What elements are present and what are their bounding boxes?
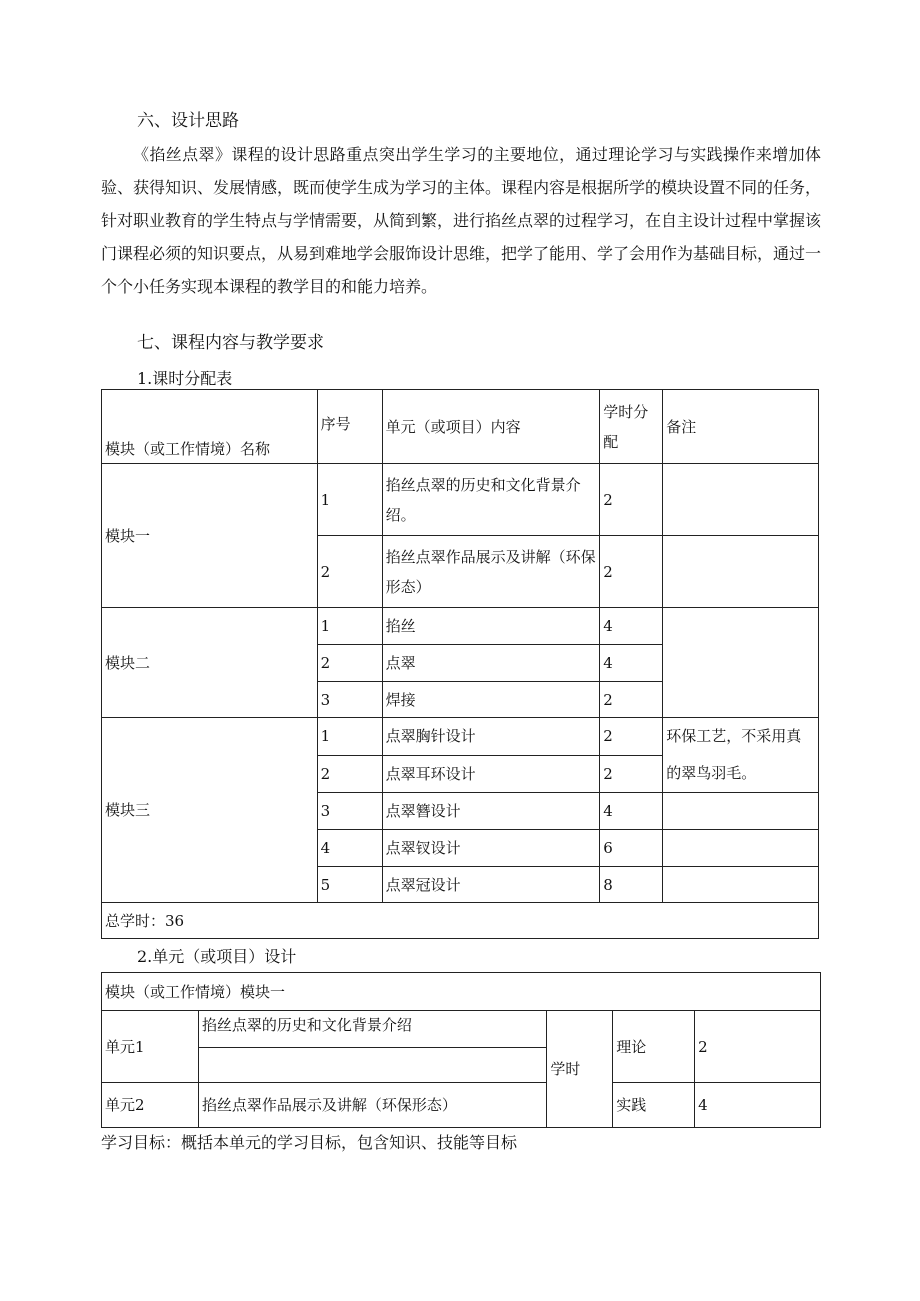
row-note bbox=[663, 536, 819, 608]
practice-value: 4 bbox=[695, 1083, 821, 1128]
hours-label: 学时 bbox=[547, 1011, 613, 1128]
unit2-content: 掐丝点翠作品展示及讲解（环保形态） bbox=[198, 1083, 546, 1128]
row-seq: 2 bbox=[317, 645, 382, 682]
unit1-label: 单元1 bbox=[102, 1011, 199, 1083]
module-name: 模块三 bbox=[102, 718, 318, 903]
row-seq: 1 bbox=[317, 608, 382, 645]
row-seq: 2 bbox=[317, 536, 382, 608]
row-hours: 2 bbox=[600, 682, 663, 718]
unit1-blank bbox=[198, 1048, 546, 1083]
section-7-heading: 七、课程内容与教学要求 bbox=[137, 333, 324, 353]
row-content: 点翠胸针设计 bbox=[382, 718, 600, 756]
row-seq: 1 bbox=[317, 464, 382, 536]
row-content: 点翠 bbox=[382, 645, 600, 682]
row-note bbox=[663, 867, 819, 903]
row-hours: 8 bbox=[600, 867, 663, 903]
header-note: 备注 bbox=[663, 390, 819, 464]
row-note bbox=[663, 830, 819, 867]
header-seq: 序号 bbox=[317, 390, 382, 464]
learning-objectives: 学习目标：概括本单元的学习目标，包含知识、技能等目标 bbox=[101, 1133, 518, 1152]
design-approach-paragraph: 《掐丝点翠》课程的设计思路重点突出学生学习的主要地位，通过理论学习与实践操作来增加体验、获得知识、发展情感，既而使学生成为学习的主体。课程内容是根据所学的模块设置不同的任务，针对职业教育的学生特点与学情需要，从简到繁，进行掐丝点翠的过程学习，在自主设计过程中掌握该门课程必须的知识要点，从易到难地学会服饰设计思维，把学了能用、学了会用作为基础目标，通过一个个小任务实现本课程的教学目的和能力培养。 bbox=[101, 145, 822, 296]
row-seq: 2 bbox=[317, 755, 382, 793]
row-hours: 2 bbox=[600, 718, 663, 756]
row-content: 掐丝点翠的历史和文化背景介绍。 bbox=[382, 464, 600, 536]
unit1-content: 掐丝点翠的历史和文化背景介绍 bbox=[198, 1011, 546, 1048]
row-content: 点翠冠设计 bbox=[382, 867, 600, 903]
unit-design-table bbox=[101, 972, 821, 1128]
module-name: 模块二 bbox=[102, 608, 318, 718]
row-hours: 2 bbox=[600, 536, 663, 608]
row-content: 掐丝点翠作品展示及讲解（环保形态） bbox=[382, 536, 600, 608]
theory-value: 2 bbox=[695, 1011, 821, 1083]
row-content: 掐丝 bbox=[382, 608, 600, 645]
row-note bbox=[663, 464, 819, 536]
unit2-label: 单元2 bbox=[102, 1083, 199, 1128]
row-hours: 4 bbox=[600, 645, 663, 682]
total-hours: 总学时：36 bbox=[102, 903, 819, 939]
module3-note: 环保工艺，不采用真的翠鸟羽毛。 bbox=[663, 718, 819, 793]
row-seq: 3 bbox=[317, 682, 382, 718]
row-content: 点翠钗设计 bbox=[382, 830, 600, 867]
row-note bbox=[663, 793, 819, 830]
table2-caption: 2.单元（或项目）设计 bbox=[137, 947, 297, 966]
row-hours: 2 bbox=[600, 464, 663, 536]
unit-table-title: 模块（或工作情境）模块一 bbox=[102, 973, 821, 1011]
row-seq: 1 bbox=[317, 718, 382, 756]
header-module: 模块（或工作情境）名称 bbox=[102, 390, 318, 464]
row-hours: 2 bbox=[600, 755, 663, 793]
row-hours: 4 bbox=[600, 608, 663, 645]
row-note bbox=[663, 608, 819, 718]
row-hours: 4 bbox=[600, 793, 663, 830]
row-seq: 4 bbox=[317, 830, 382, 867]
section-6-heading: 六、设计思路 bbox=[137, 111, 239, 131]
row-seq: 5 bbox=[317, 867, 382, 903]
practice-label: 实践 bbox=[613, 1083, 695, 1128]
hours-allocation-table bbox=[101, 389, 819, 939]
row-content: 点翠耳环设计 bbox=[382, 755, 600, 793]
row-content: 焊接 bbox=[382, 682, 600, 718]
theory-label: 理论 bbox=[613, 1011, 695, 1083]
row-content: 点翠簪设计 bbox=[382, 793, 600, 830]
row-seq: 3 bbox=[317, 793, 382, 830]
header-hours: 学时分配 bbox=[600, 390, 663, 464]
row-hours: 6 bbox=[600, 830, 663, 867]
header-content: 单元（或项目）内容 bbox=[382, 390, 600, 464]
table1-caption: 1.课时分配表 bbox=[137, 369, 233, 388]
module-name: 模块一 bbox=[102, 464, 318, 608]
